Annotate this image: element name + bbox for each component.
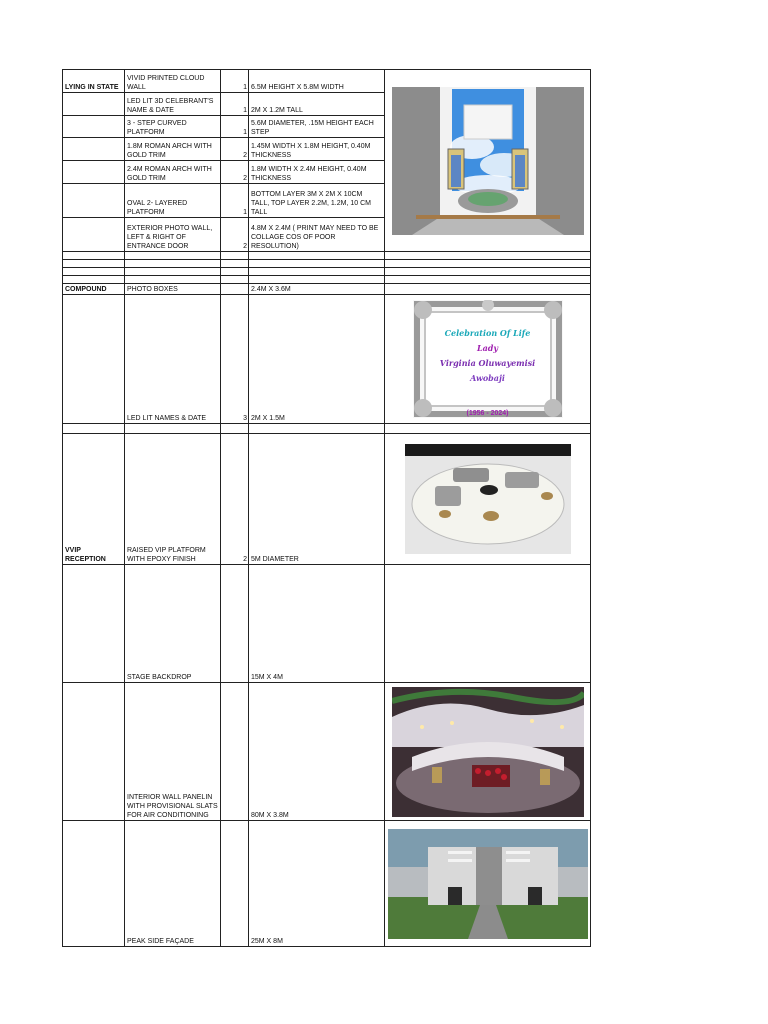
interior-wall-image — [392, 687, 584, 817]
item-cell: LED LIT 3D CELEBRANT'S NAME & DATE — [125, 93, 221, 116]
qty-cell: 1 — [221, 184, 249, 218]
section-label — [63, 295, 125, 424]
led-names-render — [385, 295, 591, 424]
section-label — [63, 218, 125, 252]
sign-line-3: Virginia Oluwayemisi — [439, 358, 536, 368]
spec-cell: 6.5M HEIGHT X 5.8M WIDTH — [249, 70, 385, 93]
spec-cell: 2.4M X 3.6M — [249, 284, 385, 295]
qty-cell — [221, 683, 249, 821]
section-label: LYING IN STATE — [63, 70, 125, 93]
vip-platform-render — [385, 434, 591, 565]
facade-image — [388, 829, 588, 939]
spacer-row — [63, 276, 591, 284]
item-cell: 3 - STEP CURVED PLATFORM — [125, 116, 221, 138]
section-label — [63, 138, 125, 161]
qty-cell: 1 — [221, 116, 249, 138]
qty-cell: 2 — [221, 434, 249, 565]
spacer-row — [63, 424, 591, 434]
item-cell: 1.8M ROMAN ARCH WITH GOLD TRIM — [125, 138, 221, 161]
item-cell: RAISED VIP PLATFORM WITH EPOXY FINISH — [125, 434, 221, 565]
item-cell: STAGE BACKDROP — [125, 565, 221, 683]
table-row — [63, 821, 591, 947]
qty-cell: 1 — [221, 70, 249, 93]
section-label — [63, 93, 125, 116]
section-label — [63, 184, 125, 218]
table-row — [63, 683, 591, 821]
qty-cell: 2 — [221, 218, 249, 252]
vip-platform-image — [405, 444, 571, 554]
item-cell: EXTERIOR PHOTO WALL, LEFT & RIGHT OF ENTRANCE DOOR — [125, 218, 221, 252]
lying-in-state-render — [385, 70, 591, 252]
item-cell: PEAK SIDE FAÇADE — [125, 821, 221, 947]
section-label: COMPOUND — [63, 284, 125, 295]
spec-cell: 5M DIAMETER — [249, 434, 385, 565]
facade-render — [385, 821, 591, 947]
section-label: VVIP RECEPTION — [63, 434, 125, 565]
spacer-row — [63, 268, 591, 276]
table-row — [63, 565, 591, 683]
section-label — [63, 565, 125, 683]
sign-line-4: Awobaji — [470, 373, 505, 383]
item-cell: OVAL 2- LAYERED PLATFORM — [125, 184, 221, 218]
sign-line-2: Lady — [476, 343, 499, 353]
spec-cell: 1.8M WIDTH X 2.4M HEIGHT, 0.40M THICKNESS — [249, 161, 385, 184]
table-row — [63, 70, 591, 93]
celebration-sign — [413, 300, 563, 418]
section-label — [63, 116, 125, 138]
qty-cell: 2 — [221, 138, 249, 161]
spec-cell: 15M X 4M — [249, 565, 385, 683]
spec-cell: 80M X 3.8M — [249, 683, 385, 821]
table-row — [63, 295, 591, 424]
spacer-row — [63, 260, 591, 268]
item-cell: VIVID PRINTED CLOUD WALL — [125, 70, 221, 93]
qty-cell — [221, 821, 249, 947]
qty-cell: 3 — [221, 295, 249, 424]
spec-cell: 25M X 8M — [249, 821, 385, 947]
sign-years: (1956 - 2024) — [466, 410, 509, 417]
item-cell: 2.4M ROMAN ARCH WITH GOLD TRIM — [125, 161, 221, 184]
qty-cell: 1 — [221, 93, 249, 116]
spec-cell: 4.8M X 2.4M ( PRINT MAY NEED TO BE COLLAGE COS OF POOR RESOLUTION) — [249, 218, 385, 252]
spec-cell: 1.45M WIDTH X 1.8M HEIGHT, 0.40M THICKNESS — [249, 138, 385, 161]
section-label — [63, 683, 125, 821]
item-cell: LED LIT NAMES & DATE — [125, 295, 221, 424]
item-cell: PHOTO BOXES — [125, 284, 221, 295]
section-label — [63, 161, 125, 184]
table-row — [63, 434, 591, 565]
image-cell-empty — [385, 565, 591, 683]
qty-cell: 2 — [221, 161, 249, 184]
sign-line-1: Celebration Of Life — [444, 328, 531, 338]
spec-cell: 2M X 1.5M — [249, 295, 385, 424]
spec-cell: BOTTOM LAYER 3M X 2M X 10CM TALL, TOP LAYER 2.2M, 1.2M, 10 CM TALL — [249, 184, 385, 218]
interior-wall-render — [385, 683, 591, 821]
lying-in-state-image — [392, 87, 584, 235]
spec-cell: 5.6M DIAMETER, .15M HEIGHT EACH STEP — [249, 116, 385, 138]
qty-cell — [221, 565, 249, 683]
section-label — [63, 821, 125, 947]
spec-table — [62, 69, 591, 947]
item-cell: INTERIOR WALL PANELIN WITH PROVISIONAL SLATS FOR AIR CONDITIONING — [125, 683, 221, 821]
spacer-row — [63, 252, 591, 260]
image-cell-empty — [385, 284, 591, 295]
spec-cell: 2M X 1.2M TALL — [249, 93, 385, 116]
table-row — [63, 284, 591, 295]
qty-cell — [221, 284, 249, 295]
